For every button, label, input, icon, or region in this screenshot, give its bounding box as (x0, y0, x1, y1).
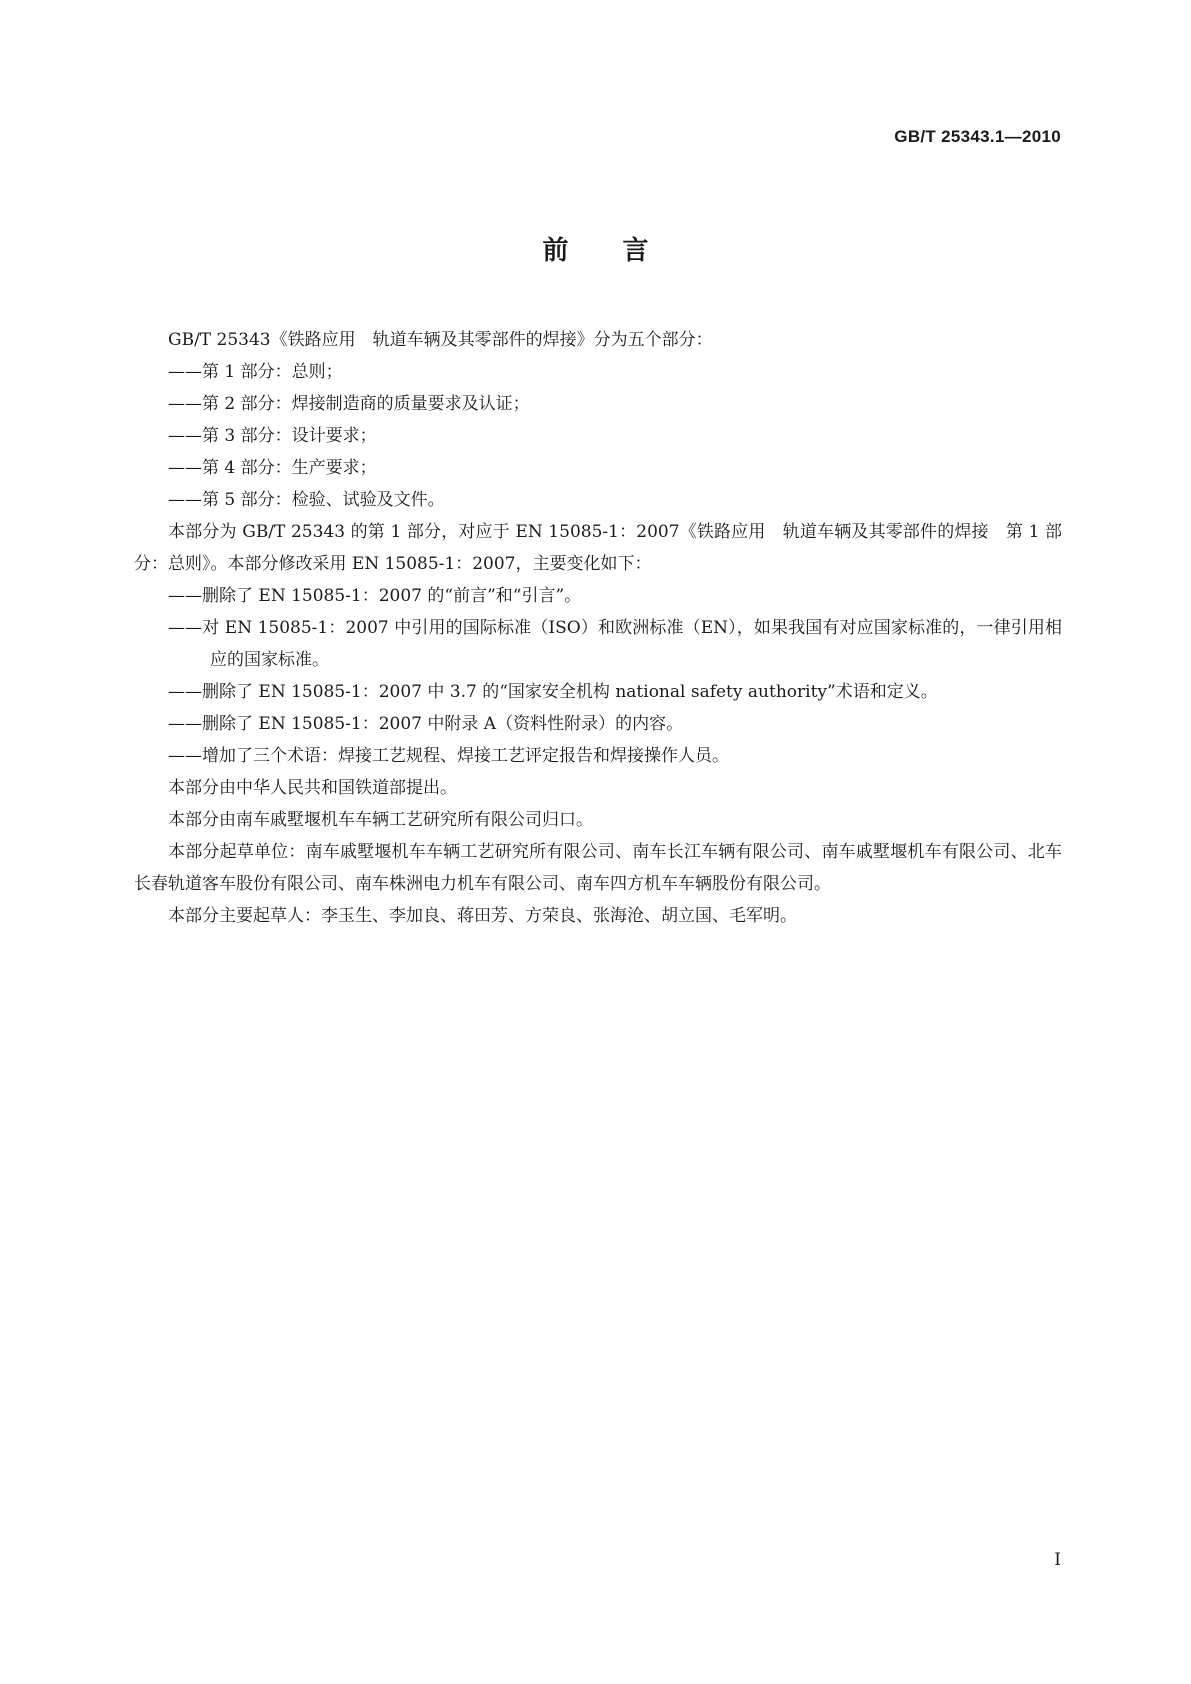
correspondence-paragraph: 本部分为 GB/T 25343 的第 1 部分，对应于 EN 15085-1：2007《铁路应用 轨道车辆及其零部件的焊接 第 1 部分：总则》。本部分修改采用 EN 15085-1：2007，主要变化如下： (134, 522, 1062, 574)
page-title: 前言 (542, 236, 703, 266)
list-item: ——删除了 EN 15085-1：2007 中 3.7 的“国家安全机构 national safety authority”术语和定义。 (168, 682, 938, 702)
list-item: ——第 3 部分：设计要求； (168, 426, 377, 446)
page-number: I (1054, 1550, 1061, 1570)
drafters-paragraph: 本部分主要起草人：李玉生、李加良、蒋田芳、方荣良、张海沧、胡立国、毛军明。 (168, 906, 797, 926)
list-item: ——增加了三个术语：焊接工艺规程、焊接工艺评定报告和焊接操作人员。 (168, 746, 729, 766)
foreword-body (134, 324, 1062, 932)
standard-code: GB/T 25343.1—2010 (894, 127, 1061, 146)
intro-paragraph: GB/T 25343《铁路应用 轨道车辆及其零部件的焊接》分为五个部分： (168, 330, 713, 350)
list-item: ——删除了 EN 15085-1：2007 中附录 A（资料性附录）的内容。 (168, 714, 684, 734)
list-item: ——第 1 部分：总则； (168, 362, 343, 382)
list-item: ——第 4 部分：生产要求； (168, 458, 377, 478)
drafting-units-paragraph: 本部分起草单位：南车戚墅堰机车车辆工艺研究所有限公司、南车长江车辆有限公司、南车戚墅堰机车有限公司、北车长春轨道客车股份有限公司、南车株洲电力机车有限公司、南车四方机车车辆股份有限公司。 (134, 842, 1062, 894)
list-item: ——删除了 EN 15085-1：2007 的“前言”和“引言”。 (168, 586, 582, 606)
proposer-paragraph: 本部分由中华人民共和国铁道部提出。 (168, 778, 457, 798)
parts-list (134, 356, 1062, 516)
list-item: ——第 5 部分：检验、试验及文件。 (168, 490, 445, 510)
list-item: ——对 EN 15085-1：2007 中引用的国际标准（ISO）和欧洲标准（EN），如果我国有对应国家标准的，一律引用相应的国家标准。 (168, 618, 1062, 670)
changes-list (134, 580, 1062, 772)
list-item: ——第 2 部分：焊接制造商的质量要求及认证； (168, 394, 530, 414)
administrator-paragraph: 本部分由南车戚墅堰机车车辆工艺研究所有限公司归口。 (168, 810, 593, 830)
